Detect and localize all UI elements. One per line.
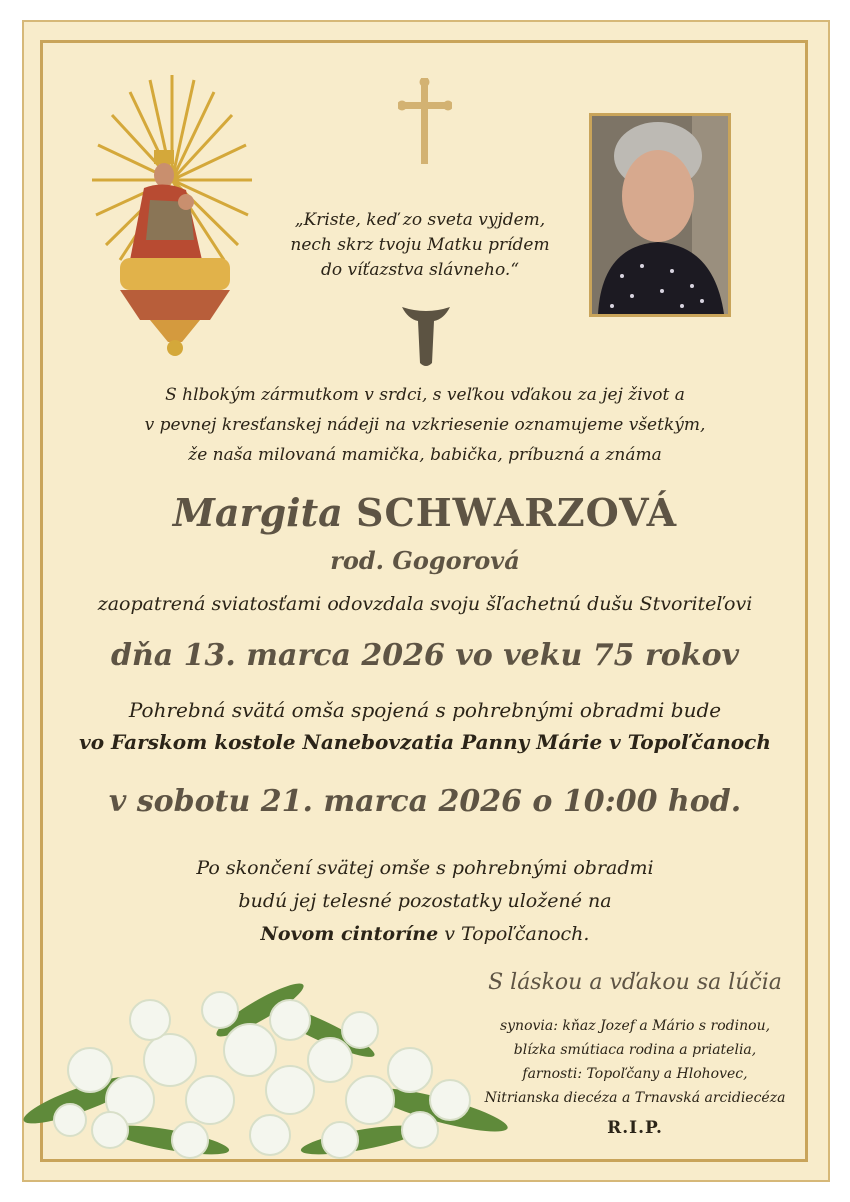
first-name: Margita (172, 490, 343, 535)
intro-text (0, 380, 850, 470)
madonna-statue-image (90, 70, 260, 360)
last-name: SCHWARZOVÁ (356, 490, 678, 535)
burial-line (0, 918, 850, 951)
white-flowers-image (20, 950, 510, 1170)
quote-line: nech skrz tvoju Matku prídem (290, 235, 550, 255)
mourner-line: synovia: kňaz Jozef a Mário s rodinou, (499, 1018, 771, 1034)
quote-line: do víťazstva slávneho.“ (320, 260, 520, 280)
quote-line: „Kriste, keď zo sveta vyjdem, (294, 210, 546, 230)
death-date: dňa 13. marca 2026 vo veku 75 rokov (110, 638, 740, 673)
mass-line-2: vo Farskom kostole Nanebovzatia Panny Márie v Topoľčanoch (79, 730, 771, 754)
portrait-photo (589, 113, 731, 317)
deceased-name (0, 490, 850, 535)
funeral-time: v sobotu 21. marca 2026 o 10:00 hod. (108, 784, 742, 819)
mourners-list (470, 1014, 800, 1110)
quote-block (270, 208, 570, 283)
cross-icon (398, 78, 452, 164)
burial-line: Po skončení svätej omše s pohrebnými obradmi (196, 857, 654, 879)
burial-place-rest: v Topoľčanoch. (438, 923, 590, 945)
passed-text: zaopatrená sviatosťami odovzdala svoju šľachetnú dušu Stvoriteľovi (97, 593, 753, 615)
intro-line: v pevnej kresťanskej nádeji na vzkriesenie oznamujeme všetkým, (144, 415, 706, 435)
burial-line: budú jej telesné pozostatky uložené na (238, 890, 612, 912)
intro-line: S hlbokým zármutkom v srdci, s veľkou vďakou za jej život a (165, 385, 685, 405)
mourner-line: blízka smútiaca rodina a priatelia, (513, 1042, 757, 1058)
tau-cross-icon (400, 305, 452, 371)
maiden-name: rod. Gogorová (330, 546, 520, 575)
intro-line: že naša milovaná mamička, babička, príbuzná a známa (188, 445, 662, 465)
mourner-line: Nitrianska diecéza a Trnavská arcidiecéza (484, 1090, 786, 1106)
mass-line-1: Pohrebná svätá omša spojená s pohrebnými obradmi bude (128, 698, 722, 722)
farewell-heading: S láskou a vďakou sa lúčia (488, 970, 782, 995)
rip-text: R.I.P. (607, 1118, 663, 1138)
burial-place: Novom cintoríne (260, 923, 439, 945)
mourner-line: farnosti: Topoľčany a Hlohovec, (522, 1066, 748, 1082)
burial-text (0, 852, 850, 951)
